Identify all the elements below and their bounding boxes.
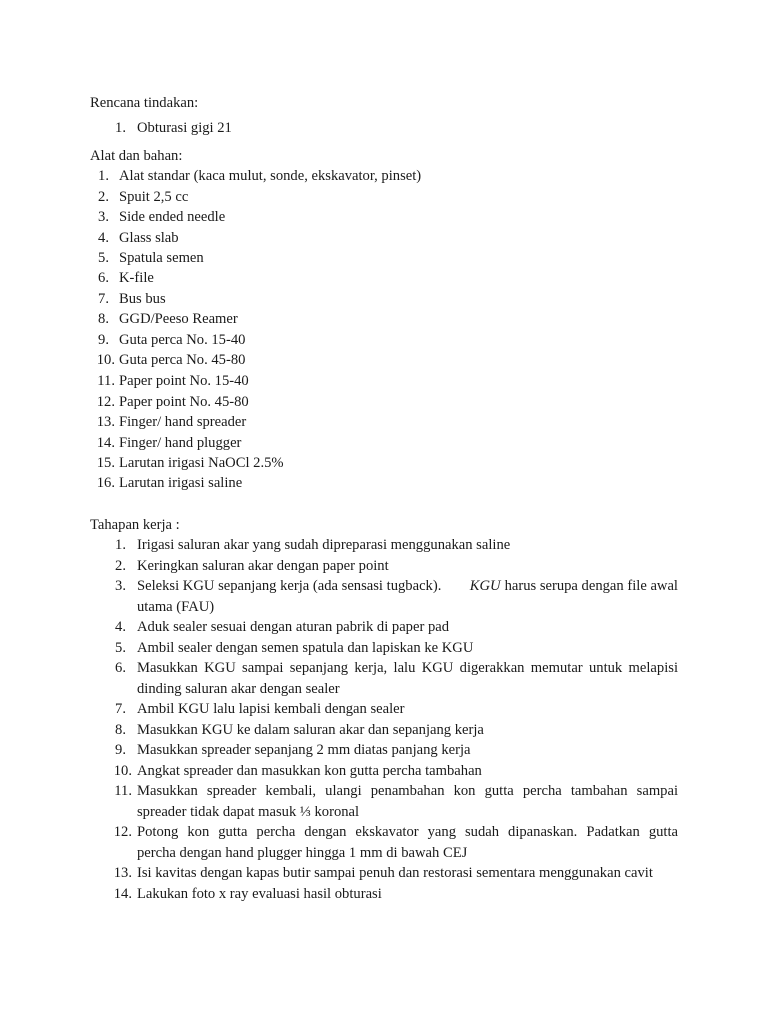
tool-item <box>0 166 768 186</box>
tool-item <box>0 350 768 370</box>
step-item-text: Isi kavitas dengan kapas butir sampai penuh dan restorasi sementara menggunakan cavit <box>137 865 653 881</box>
step-item-continuation: spreader tidak dapat masuk ⅓ koronal <box>137 804 360 820</box>
tool-item-number: 1. <box>98 168 109 184</box>
step-item-number: 1. <box>115 537 126 553</box>
tool-item-number: 5. <box>98 250 109 266</box>
step-item <box>0 720 768 740</box>
step-text-group <box>470 576 678 596</box>
tool-item-text: Guta perca No. 45-80 <box>119 352 246 368</box>
step-item-text: Masukkan spreader sepanjang 2 mm diatas panjang kerja <box>137 742 471 758</box>
step-item-text: Potong kon gutta percha dengan ekskavator yang sudah dipanaskan. Padatkan gutta <box>137 824 678 840</box>
step-item <box>0 863 768 883</box>
tool-item-number: 14. <box>96 435 115 451</box>
tool-item-text: Spatula semen <box>119 250 204 266</box>
step-item <box>0 617 768 637</box>
step-item-number: 10. <box>113 763 132 779</box>
tool-item-text: Side ended needle <box>119 209 226 225</box>
step-item <box>0 761 768 781</box>
steps-heading: Tahapan kerja : <box>90 517 180 533</box>
tool-item-text: Glass slab <box>119 230 179 246</box>
tool-item-number: 12. <box>96 394 115 410</box>
tool-item-number: 9. <box>98 332 109 348</box>
step-item-number: 14. <box>113 886 132 902</box>
tool-item-number: 3. <box>98 209 109 225</box>
tool-item-text: Paper point No. 15-40 <box>119 373 249 389</box>
step-item-continuation: dinding saluran akar dengan sealer <box>137 681 340 697</box>
tool-item-number: 2. <box>98 189 109 205</box>
step-item-continuation: percha dengan hand plugger hingga 1 mm di bawah CEJ <box>137 845 468 861</box>
step-item-number: 12. <box>113 824 132 840</box>
step-item-number: 3. <box>115 578 126 594</box>
plan-heading: Rencana tindakan: <box>90 95 199 111</box>
tool-item <box>0 268 768 288</box>
plan-item-number: 1. <box>115 120 126 136</box>
tool-item-number: 4. <box>98 230 109 246</box>
tool-item-text: Paper point No. 45-80 <box>119 394 249 410</box>
step-item <box>0 699 768 719</box>
tool-item <box>0 412 768 432</box>
step-item <box>0 556 768 576</box>
step-item-number: 4. <box>115 619 126 635</box>
step-item-text: Angkat spreader dan masukkan kon gutta percha tambahan <box>137 763 482 779</box>
tool-item-text: Bus bus <box>119 291 166 307</box>
step-item <box>0 658 768 678</box>
tool-item-text: Spuit 2,5 cc <box>119 189 189 205</box>
tool-item <box>0 248 768 268</box>
step-item-text: Masukkan KGU sampai sepanjang kerja, lalu KGU digerakkan memutar untuk melapisi <box>137 660 678 676</box>
step-item-text: Masukkan spreader kembali, ulangi penambahan kon gutta percha tambahan sampai <box>137 783 678 799</box>
tool-item-text: K-file <box>119 270 154 286</box>
tool-item-number: 8. <box>98 311 109 327</box>
step-text-part: Seleksi KGU sepanjang kerja (ada sensasi tugback). <box>137 578 442 594</box>
step-item-number: 11. <box>114 783 132 799</box>
plan-item-text: Obturasi gigi 21 <box>137 120 232 136</box>
step-item-text: Lakukan foto x ray evaluasi hasil obturasi <box>137 886 382 902</box>
step-item-number: 8. <box>115 722 126 738</box>
tool-item <box>0 330 768 350</box>
step-item <box>0 781 768 801</box>
tools-heading: Alat dan bahan: <box>90 148 183 164</box>
step-item-text: Ambil KGU lalu lapisi kembali dengan sealer <box>137 701 405 717</box>
step-item-continuation: utama (FAU) <box>137 599 215 615</box>
step-item-text: Keringkan saluran akar dengan paper point <box>137 558 389 574</box>
step-item <box>0 576 768 596</box>
step-item-number: 2. <box>115 558 126 574</box>
step-item-text: Masukkan KGU ke dalam saluran akar dan sepanjang kerja <box>137 722 484 738</box>
step-item-number: 5. <box>115 640 126 656</box>
tool-item <box>0 207 768 227</box>
tool-item-text: Alat standar (kaca mulut, sonde, ekskavator, pinset) <box>119 168 422 184</box>
tool-item <box>0 392 768 412</box>
step-item-number: 9. <box>115 742 126 758</box>
step-item-text: Irigasi saluran akar yang sudah dipreparasi menggunakan saline <box>137 537 511 553</box>
tool-item <box>0 453 768 473</box>
tool-item <box>0 371 768 391</box>
step-item-text: Ambil sealer dengan semen spatula dan lapiskan ke KGU <box>137 640 474 656</box>
tool-item <box>0 309 768 329</box>
tool-item <box>0 187 768 207</box>
step-item-number: 7. <box>115 701 126 717</box>
tool-item-number: 7. <box>98 291 109 307</box>
step-item-number: 6. <box>115 660 126 676</box>
tool-item-text: Larutan irigasi saline <box>119 475 243 491</box>
tool-item-number: 6. <box>98 270 109 286</box>
step-item-text <box>137 576 678 596</box>
tool-item <box>0 433 768 453</box>
tool-item-number: 11. <box>97 373 115 389</box>
step-item-number: 13. <box>113 865 132 881</box>
tool-item-text: Guta perca No. 15-40 <box>119 332 246 348</box>
step-text-italic: KGU <box>469 578 501 594</box>
step-item <box>0 638 768 658</box>
tool-item-text: Larutan irigasi NaOCl 2.5% <box>119 455 284 471</box>
step-item <box>0 884 768 904</box>
tool-item-number: 13. <box>96 414 115 430</box>
tool-item-text: Finger/ hand spreader <box>119 414 247 430</box>
tool-item <box>0 289 768 309</box>
tool-item <box>0 228 768 248</box>
step-item <box>0 822 768 842</box>
tool-item-number: 10. <box>96 352 115 368</box>
tool-item <box>0 473 768 493</box>
step-item <box>0 535 768 555</box>
step-item <box>0 740 768 760</box>
plan-item <box>0 118 768 138</box>
tool-item-number: 15. <box>96 455 115 471</box>
step-text-part: harus serupa dengan file awal <box>504 578 678 594</box>
tool-item-number: 16. <box>96 475 115 491</box>
step-item-text: Aduk sealer sesuai dengan aturan pabrik di paper pad <box>137 619 450 635</box>
tool-item-text: GGD/Peeso Reamer <box>119 311 238 327</box>
tool-item-text: Finger/ hand plugger <box>119 435 242 451</box>
